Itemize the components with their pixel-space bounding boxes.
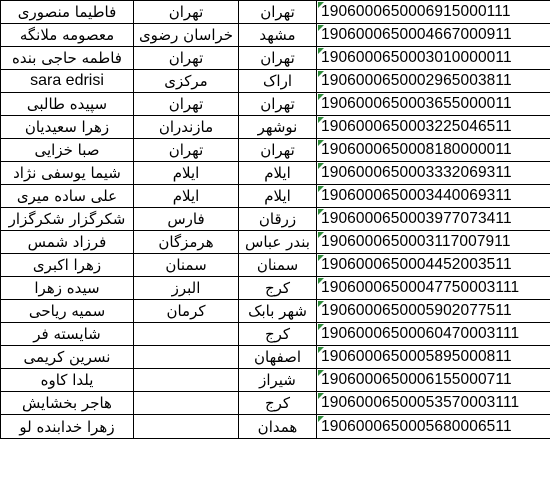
cell-code-text: 1906000650003332069311 (321, 164, 512, 181)
cell-name[interactable]: زهرا خدابنده لو (1, 415, 134, 439)
table-row (1, 231, 550, 254)
cell-province[interactable]: فارس (134, 208, 239, 231)
cell-province[interactable]: تهران (134, 93, 239, 116)
cell-city[interactable]: تهران (239, 139, 317, 162)
cell-city[interactable]: بندر عباس (239, 231, 317, 254)
cell-name[interactable]: شایسته فر (1, 323, 134, 346)
cell-city[interactable]: تهران (239, 93, 317, 116)
cell-province[interactable]: خراسان رضوی (134, 24, 239, 47)
cell-province[interactable] (134, 323, 239, 346)
table-row (1, 415, 550, 439)
error-indicator-icon[interactable] (318, 2, 324, 8)
table-row (1, 254, 550, 277)
error-indicator-icon[interactable] (318, 301, 324, 307)
cell-city[interactable]: ایلام (239, 185, 317, 208)
cell-code[interactable] (317, 185, 550, 208)
error-indicator-icon[interactable] (318, 163, 324, 169)
cell-code[interactable] (317, 415, 550, 439)
error-indicator-icon[interactable] (318, 255, 324, 261)
cell-code[interactable] (317, 1, 550, 24)
table-row (1, 277, 550, 300)
cell-city[interactable]: همدان (239, 415, 317, 439)
cell-province[interactable]: تهران (134, 1, 239, 24)
table-row (1, 47, 550, 70)
cell-name[interactable]: زهرا سعیدیان (1, 116, 134, 139)
cell-code[interactable] (317, 392, 550, 415)
table-row (1, 185, 550, 208)
cell-code[interactable] (317, 369, 550, 392)
cell-code-text: 1906000650003655000011 (321, 95, 512, 112)
error-indicator-icon[interactable] (318, 370, 324, 376)
cell-province[interactable]: سمنان (134, 254, 239, 277)
cell-name[interactable]: یلدا کاوه (1, 369, 134, 392)
cell-name[interactable]: سپیده طالبی (1, 93, 134, 116)
error-indicator-icon[interactable] (318, 278, 324, 284)
cell-code-text: 1906000650005680006511 (321, 417, 512, 435)
table-row (1, 392, 550, 415)
cell-city[interactable]: ایلام (239, 162, 317, 185)
table-row (1, 24, 550, 47)
cell-province[interactable]: هرمزگان (134, 231, 239, 254)
cell-city[interactable]: کرج (239, 323, 317, 346)
cell-name[interactable]: علی ساده میری (1, 185, 134, 208)
cell-city[interactable]: تهران (239, 47, 317, 70)
cell-code-text: 1906000650003440069311 (321, 187, 512, 204)
cell-province[interactable] (134, 346, 239, 369)
error-indicator-icon[interactable] (318, 416, 324, 422)
cell-city[interactable]: سمنان (239, 254, 317, 277)
cell-province[interactable]: ایلام (134, 162, 239, 185)
cell-province[interactable]: البرز (134, 277, 239, 300)
cell-code[interactable] (317, 24, 550, 47)
cell-name[interactable]: سمیه ریاحی (1, 300, 134, 323)
cell-province[interactable]: تهران (134, 139, 239, 162)
error-indicator-icon[interactable] (318, 209, 324, 215)
cell-code-text: 1906000650003225046511 (321, 118, 512, 135)
cell-code[interactable] (317, 162, 550, 185)
cell-code[interactable] (317, 70, 550, 93)
cell-code-text: 1906000650006915000111 (321, 3, 511, 20)
cell-code-text: 19060006500060470003111 (321, 325, 520, 342)
error-indicator-icon[interactable] (318, 48, 324, 54)
cell-name[interactable]: شکرگزار شکرگزار (1, 208, 134, 231)
table-row (1, 162, 550, 185)
cell-code-text: 1906000650005902077511 (321, 302, 512, 319)
cell-code-text: 1906000650005895000811 (321, 348, 512, 365)
cell-name[interactable]: شیما یوسفی نژاد (1, 162, 134, 185)
cell-code[interactable] (317, 139, 550, 162)
cell-province[interactable]: تهران (134, 47, 239, 70)
table-row (1, 1, 550, 24)
error-indicator-icon[interactable] (318, 25, 324, 31)
error-indicator-icon[interactable] (318, 71, 324, 77)
cell-code[interactable] (317, 323, 550, 346)
cell-code[interactable] (317, 346, 550, 369)
cell-code[interactable] (317, 47, 550, 70)
cell-code[interactable] (317, 254, 550, 277)
cell-code-text: 1906000650004667000911 (321, 26, 512, 43)
cell-name[interactable]: sara edrisi (1, 70, 134, 93)
error-indicator-icon[interactable] (318, 393, 324, 399)
table-row (1, 208, 550, 231)
table-body (1, 1, 550, 439)
cell-city[interactable]: اصفهان (239, 346, 317, 369)
cell-city[interactable]: شهر بابک (239, 300, 317, 323)
cell-name[interactable]: فاطیما منصوری (1, 1, 134, 24)
cell-province[interactable]: ایلام (134, 185, 239, 208)
cell-province[interactable]: مرکزی (134, 70, 239, 93)
cell-code-text: 1906000650008180000011 (321, 141, 512, 158)
table-row (1, 346, 550, 369)
cell-name[interactable]: صبا خزایی (1, 139, 134, 162)
cell-province[interactable] (134, 392, 239, 415)
table-row (1, 323, 550, 346)
cell-name[interactable]: معصومه ملانگه (1, 24, 134, 47)
cell-code[interactable] (317, 208, 550, 231)
cell-name[interactable]: فاطمه حاجی بنده (1, 47, 134, 70)
cell-name[interactable]: سیده زهرا (1, 277, 134, 300)
error-indicator-icon[interactable] (318, 94, 324, 100)
cell-code[interactable] (317, 231, 550, 254)
error-indicator-icon[interactable] (318, 347, 324, 353)
error-indicator-icon[interactable] (318, 140, 324, 146)
cell-province[interactable]: کرمان (134, 300, 239, 323)
cell-code-text: 1906000650002965003811 (321, 72, 512, 89)
cell-code[interactable] (317, 116, 550, 139)
cell-province[interactable]: مازندران (134, 116, 239, 139)
cell-province[interactable] (134, 415, 239, 439)
table-row (1, 93, 550, 116)
cell-name[interactable]: فرزاد شمس (1, 231, 134, 254)
table-row (1, 369, 550, 392)
table-row (1, 139, 550, 162)
error-indicator-icon[interactable] (318, 232, 324, 238)
cell-code-text: 19060006500053570003111 (321, 394, 520, 411)
error-indicator-icon[interactable] (318, 324, 324, 330)
cell-code-text: 1906000650006155000711 (321, 371, 512, 388)
cell-city[interactable]: تهران (239, 1, 317, 24)
cell-code[interactable] (317, 300, 550, 323)
cell-city[interactable]: زرقان (239, 208, 317, 231)
cell-name[interactable]: هاجر بخشایش (1, 392, 134, 415)
cell-city[interactable]: کرج (239, 277, 317, 300)
cell-code[interactable] (317, 93, 550, 116)
cell-city[interactable]: نوشهر (239, 116, 317, 139)
cell-city[interactable]: کرج (239, 392, 317, 415)
cell-code-text: 1906000650004452003511 (321, 256, 512, 273)
table-row (1, 300, 550, 323)
error-indicator-icon[interactable] (318, 186, 324, 192)
cell-city[interactable]: اراک (239, 70, 317, 93)
cell-code-text: 1906000650003977073411 (321, 210, 512, 227)
cell-code-text: 1906000650003010000011 (321, 49, 512, 66)
cell-code[interactable] (317, 277, 550, 300)
error-indicator-icon[interactable] (318, 117, 324, 123)
cell-code-text: 1906000650003117007911 (321, 233, 511, 250)
cell-code-text: 19060006500047750003111 (321, 279, 520, 296)
cell-city[interactable]: مشهد (239, 24, 317, 47)
cell-city[interactable]: شیراز (239, 369, 317, 392)
table-row (1, 116, 550, 139)
cell-province[interactable] (134, 369, 239, 392)
cell-name[interactable]: زهرا اکبری (1, 254, 134, 277)
cell-name[interactable]: نسرین کریمی (1, 346, 134, 369)
table-row (1, 70, 550, 93)
